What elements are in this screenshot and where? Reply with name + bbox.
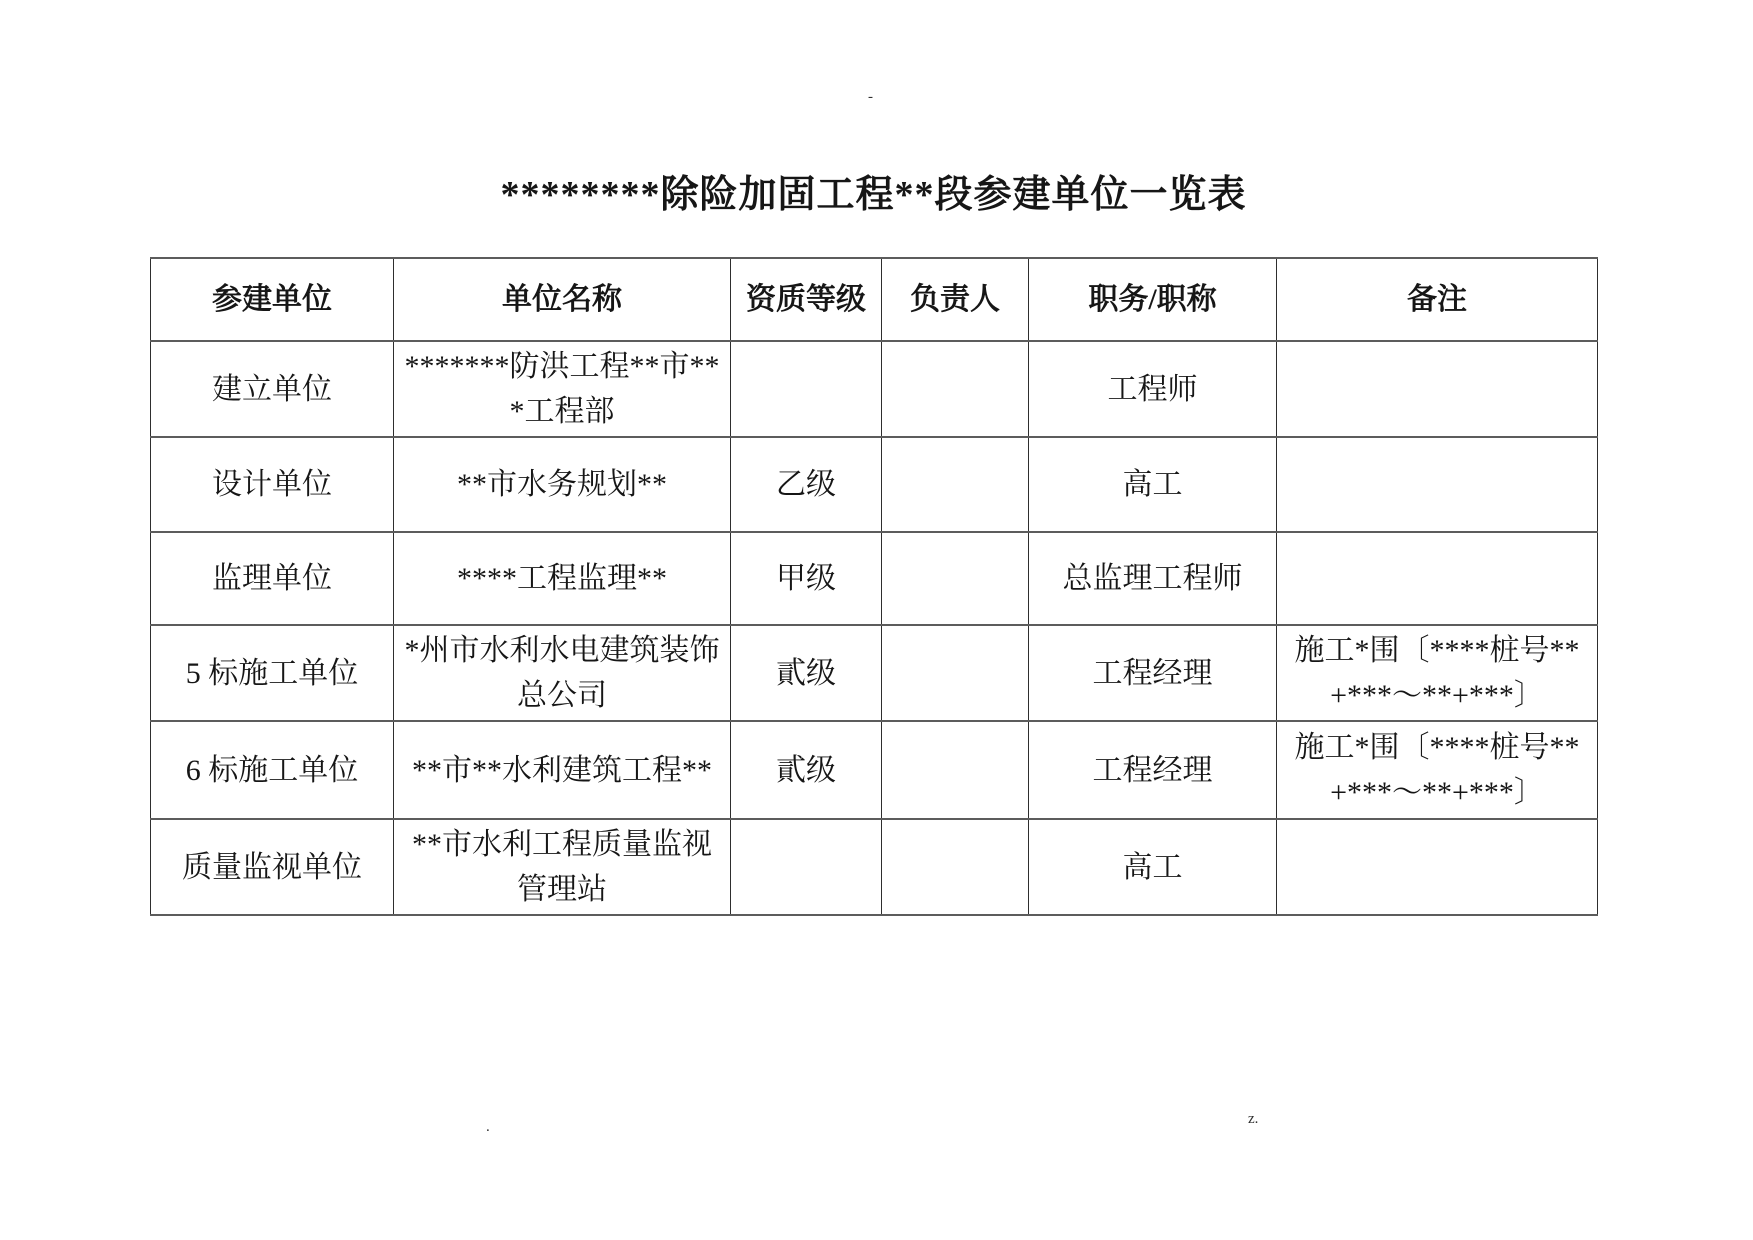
table-cell: 高工 [1029,437,1277,532]
table-cell: 貳级 [731,721,882,819]
table-cell: 乙级 [731,437,882,532]
column-header-unit-role: 参建单位 [151,258,394,341]
table-cell: 6 标施工单位 [151,721,394,819]
table-cell: 貳级 [731,625,882,721]
table-cell: 5 标施工单位 [151,625,394,721]
column-header-person: 负责人 [882,258,1029,341]
table-cell [882,819,1029,915]
table-cell: 甲级 [731,532,882,625]
table-cell: 工程经理 [1029,721,1277,819]
table-cell: 工程经理 [1029,625,1277,721]
scan-artifact-dot: . [486,1119,490,1135]
table-cell: **市水利工程质量监视管理站 [394,819,731,915]
table-cell: 建立单位 [151,341,394,437]
table-cell: 监理单位 [151,532,394,625]
table-cell: 设计单位 [151,437,394,532]
table-cell [882,532,1029,625]
column-header-qualification: 资质等级 [731,258,882,341]
table-cell [731,341,882,437]
table-row [151,437,1598,532]
page-title: ********除险加固工程**段参建单位一览表 [500,174,1247,216]
table-row [151,721,1598,819]
table-cell: **市水务规划** [394,437,731,532]
table-cell: **市**水利建筑工程** [394,721,731,819]
column-header-remark: 备注 [1277,258,1598,341]
table-cell [882,437,1029,532]
table-cell-remark [1277,341,1598,437]
table-cell-remark [1277,819,1598,915]
table-cell: ****工程监理** [394,532,731,625]
table-row [151,341,1598,437]
table-cell: *州市水利水电建筑装饰总公司 [394,625,731,721]
table-row [151,819,1598,915]
scan-artifact-dash: - [868,89,873,105]
table-cell-remark: 施工*围〔****桩号**+***～**+***〕 [1277,721,1598,819]
table-cell [882,341,1029,437]
table-header-row [151,258,1598,341]
participants-table [150,257,1598,916]
table-row [151,625,1598,721]
table-cell: 质量监视单位 [151,819,394,915]
table-cell [882,721,1029,819]
table-cell: 工程师 [1029,341,1277,437]
table-cell [882,625,1029,721]
table-cell: 高工 [1029,819,1277,915]
table-cell: *******防洪工程**市***工程部 [394,341,731,437]
scan-artifact-z: z. [1248,1111,1259,1127]
table-cell: 总监理工程师 [1029,532,1277,625]
table-cell-remark [1277,532,1598,625]
table-row [151,532,1598,625]
table-cell-remark: 施工*围〔****桩号**+***～**+***〕 [1277,625,1598,721]
table-cell [731,819,882,915]
column-header-unit-name: 单位名称 [394,258,731,341]
table-cell-remark [1277,437,1598,532]
column-header-title: 职务/职称 [1029,258,1277,341]
